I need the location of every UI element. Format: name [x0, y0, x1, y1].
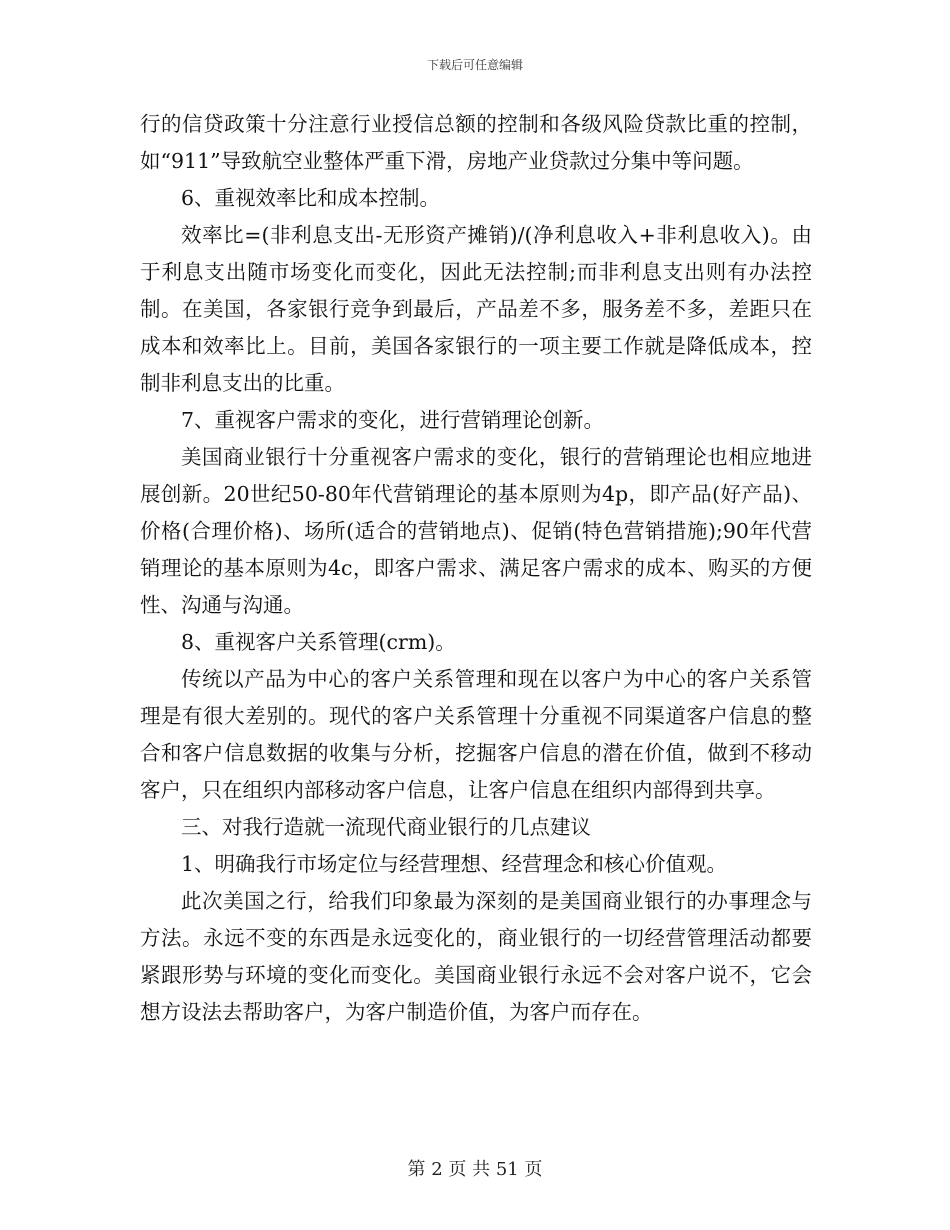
section-heading-suggestions: 三、对我行造就一流现代商业银行的几点建议: [181, 815, 591, 839]
heading-crm: 8、重视客户关系管理(crm)。: [181, 630, 456, 654]
document-body: [140, 106, 812, 1031]
paragraph-credit-policy: 行的信贷政策十分注意行业授信总额的控制和各级风险贷款比重的控制，如“911”导致航空业整体严重下滑，房地产业贷款过分集中等问题。: [140, 112, 812, 173]
paragraph-crm: 传统以产品为中心的客户关系管理和现在以客户为中心的客户关系管理是有很大差别的。现代的客户关系管理十分重视不同渠道客户信息的整合和客户信息数据的收集与分析，挖掘客户信息的潜在价值，做到不移动客户，只在组织内部移动客户信息，让客户信息在组织内部得到共享。: [140, 667, 812, 802]
paragraph-us-trip: 此次美国之行，给我们印象最为深刻的是美国商业银行的办事理念与方法。永远不变的东西是永远变化的，商业银行的一切经营管理活动都要紧跟形势与环境的变化而变化。美国商业银行永远不会对客户说不，它会想方设法去帮助客户，为客户制造价值，为客户而存在。: [140, 889, 812, 1024]
paragraph-efficiency-ratio: 效率比=(非利息支出-无形资产摊销)/(净利息收入+非利息收入)。由于利息支出随市场变化而变化，因此无法控制;而非利息支出则有办法控制。在美国，各家银行竞争到最后，产品差不多，服务差不多，差距只在成本和效率比上。目前，美国各家银行的一项主要工作就是降低成本，控制非利息支出的比重。: [140, 223, 812, 395]
heading-efficiency-cost: 6、重视效率比和成本控制。: [181, 186, 441, 210]
heading-customer-demand: 7、重视客户需求的变化，进行营销理论创新。: [181, 408, 605, 432]
page-header: 下载后可任意编辑: [426, 58, 523, 72]
paragraph-marketing-theory: 美国商业银行十分重视客户需求的变化，银行的营销理论也相应地进展创新。20世纪50-80年代营销理论的基本原则为4p，即产品(好产品)、价格(合理价格)、场所(适合的营销地点)、促销(特色营销措施);90年代营销理论的基本原则为4c，即客户需求、满足客户需求的成本、购买的方便性、沟通与沟通。: [140, 445, 812, 617]
heading-market-positioning: 1、明确我行市场定位与经营理想、经营理念和核心价值观。: [181, 852, 728, 876]
page-number-footer: 第 2 页 共 51 页: [407, 1159, 543, 1180]
